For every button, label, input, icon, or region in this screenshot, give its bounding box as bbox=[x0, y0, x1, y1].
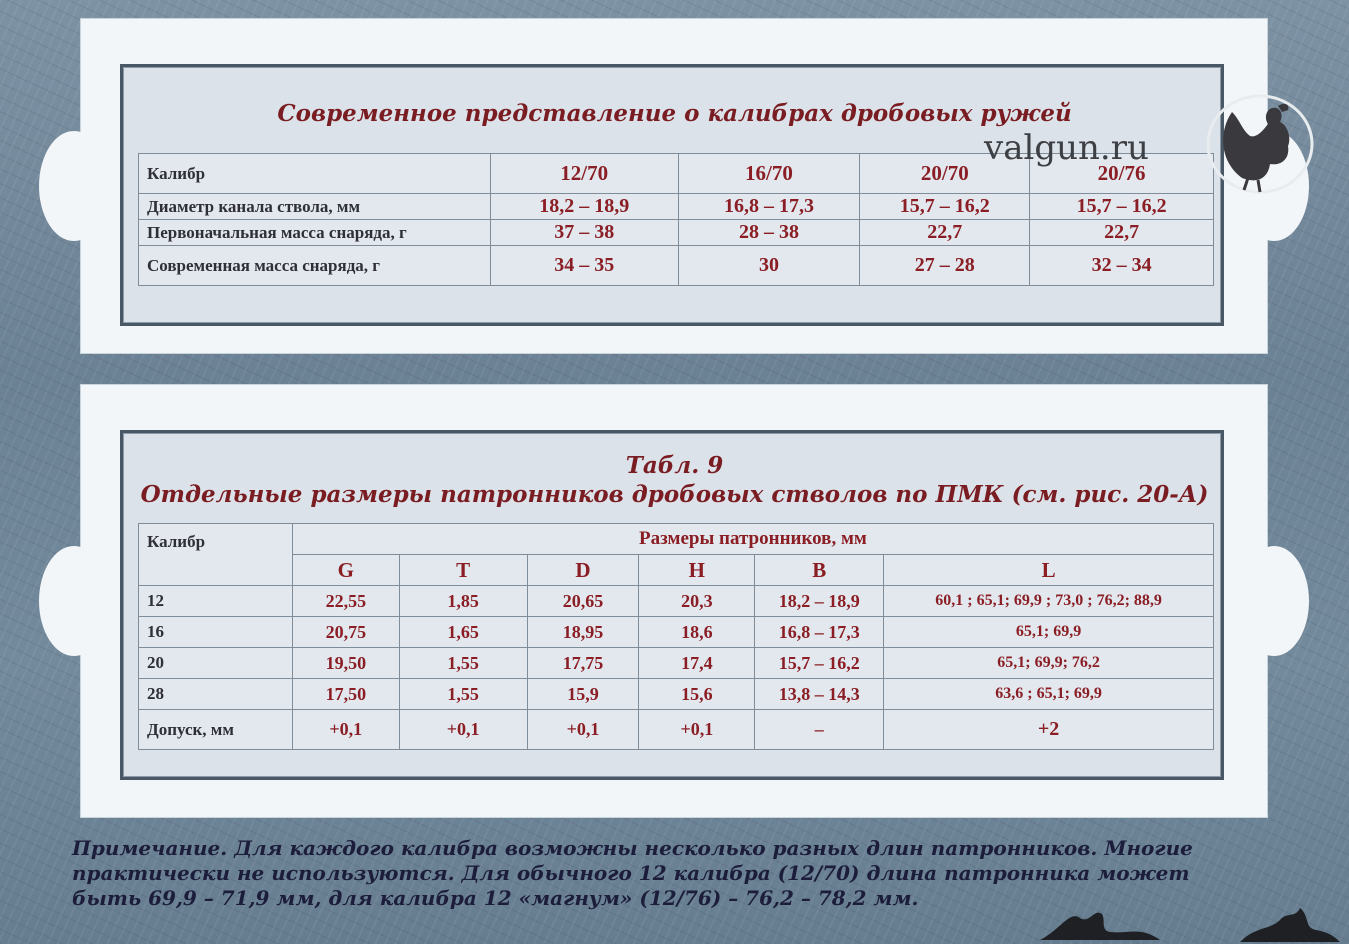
table-cell: 1,85 bbox=[399, 586, 527, 617]
bird-silhouette-icon bbox=[1040, 900, 1160, 944]
table-cell: 20,75 bbox=[292, 617, 399, 648]
table-row bbox=[139, 710, 1214, 750]
row-label: Диаметр канала ствола, мм bbox=[139, 194, 491, 220]
row-label: Первоначальная масса снаряда, г bbox=[139, 220, 491, 246]
row-label: 12 bbox=[139, 586, 293, 617]
bird-silhouette-icon bbox=[1240, 900, 1340, 944]
table-cell: +2 bbox=[884, 710, 1214, 750]
table-cell: 1,55 bbox=[399, 679, 527, 710]
table-cell: 22,7 bbox=[860, 220, 1030, 246]
header-g: G bbox=[292, 555, 399, 586]
table-cell: 28 – 38 bbox=[678, 220, 860, 246]
table-cell: 34 – 35 bbox=[490, 246, 678, 286]
footnote-line: быть 69,9 – 71,9 мм, для калибра 12 «магнум» (12/76) – 76,2 – 78,2 мм. bbox=[72, 886, 919, 910]
caliber-table-title: Современное представление о калибрах дробовых ружей bbox=[277, 100, 1072, 127]
table-cell: 15,7 – 16,2 bbox=[1030, 194, 1214, 220]
header-l: L bbox=[884, 555, 1214, 586]
chamber-table bbox=[138, 523, 1214, 750]
table-cell: 17,4 bbox=[639, 648, 755, 679]
table-row bbox=[139, 555, 1214, 586]
table-cell: 37 – 38 bbox=[490, 220, 678, 246]
table-cell: +0,1 bbox=[527, 710, 639, 750]
table-cell: 1,65 bbox=[399, 617, 527, 648]
footnote-line: практически не используются. Для обычного 12 калибра (12/70) длина патронника может bbox=[72, 861, 1190, 885]
header-20-70: 20/70 bbox=[860, 154, 1030, 194]
table-cell: 16,8 – 17,3 bbox=[678, 194, 860, 220]
header-caliber: Калибр bbox=[139, 524, 293, 586]
chamber-table-title: Отдельные размеры патронников дробовых стволов по ПМК (см. рис. 20-А) bbox=[140, 481, 1209, 508]
table-row bbox=[139, 617, 1214, 648]
table-cell: 32 – 34 bbox=[1030, 246, 1214, 286]
table-row bbox=[139, 246, 1214, 286]
table-cell: – bbox=[755, 710, 884, 750]
header-16-70: 16/70 bbox=[678, 154, 860, 194]
table-cell: 30 bbox=[678, 246, 860, 286]
footnote-line: Примечание. Для каждого калибра возможны несколько разных длин патронников. Многие bbox=[72, 836, 1193, 860]
table-cell: 65,1; 69,9 bbox=[884, 617, 1214, 648]
watermark-text: valgun.ru bbox=[984, 128, 1149, 168]
table-row bbox=[139, 220, 1214, 246]
row-label: 16 bbox=[139, 617, 293, 648]
table-cell: 65,1; 69,9; 76,2 bbox=[884, 648, 1214, 679]
frame-lobe-right bbox=[1239, 546, 1309, 656]
row-label: Допуск, мм bbox=[139, 710, 293, 750]
table-cell: 18,2 – 18,9 bbox=[755, 586, 884, 617]
table-cell: 63,6 ; 65,1; 69,9 bbox=[884, 679, 1214, 710]
header-12-70: 12/70 bbox=[490, 154, 678, 194]
table-cell: +0,1 bbox=[292, 710, 399, 750]
table-cell: 22,7 bbox=[1030, 220, 1214, 246]
table-cell: 15,9 bbox=[527, 679, 639, 710]
table-cell: 13,8 – 14,3 bbox=[755, 679, 884, 710]
table-row bbox=[139, 524, 1214, 555]
capercaillie-logo-icon bbox=[1198, 92, 1318, 196]
table-cell: 22,55 bbox=[292, 586, 399, 617]
table-cell: 17,75 bbox=[527, 648, 639, 679]
table-cell: 18,2 – 18,9 bbox=[490, 194, 678, 220]
table-cell: 27 – 28 bbox=[860, 246, 1030, 286]
row-label: 28 bbox=[139, 679, 293, 710]
table-row bbox=[139, 194, 1214, 220]
frame-lobe-left bbox=[39, 131, 109, 241]
row-label: Современная масса снаряда, г bbox=[139, 246, 491, 286]
table-cell: 60,1 ; 65,1; 69,9 ; 73,0 ; 76,2; 88,9 bbox=[884, 586, 1214, 617]
table-cell: 20,3 bbox=[639, 586, 755, 617]
table-row bbox=[139, 679, 1214, 710]
table-cell: 20,65 bbox=[527, 586, 639, 617]
table-cell: 18,6 bbox=[639, 617, 755, 648]
header-d: D bbox=[527, 555, 639, 586]
table-row bbox=[139, 586, 1214, 617]
table-cell: 1,55 bbox=[399, 648, 527, 679]
table-cell: 18,95 bbox=[527, 617, 639, 648]
header-caliber: Калибр bbox=[139, 154, 491, 194]
header-chamber-sizes: Размеры патронников, мм bbox=[292, 524, 1213, 555]
table-cell: 19,50 bbox=[292, 648, 399, 679]
frame-lobe-left bbox=[39, 546, 109, 656]
table-cell: 15,7 – 16,2 bbox=[860, 194, 1030, 220]
header-20-76: 20/76 bbox=[1030, 154, 1214, 194]
table-cell: 15,6 bbox=[639, 679, 755, 710]
table-cell: 16,8 – 17,3 bbox=[755, 617, 884, 648]
header-t: T bbox=[399, 555, 527, 586]
table-row bbox=[139, 648, 1214, 679]
header-b: B bbox=[755, 555, 884, 586]
header-h: H bbox=[639, 555, 755, 586]
table-cell: 17,50 bbox=[292, 679, 399, 710]
row-label: 20 bbox=[139, 648, 293, 679]
table-cell: 15,7 – 16,2 bbox=[755, 648, 884, 679]
table-cell: +0,1 bbox=[399, 710, 527, 750]
caliber-table bbox=[138, 153, 1214, 286]
table-cell: +0,1 bbox=[639, 710, 755, 750]
chamber-table-number: Табл. 9 bbox=[625, 452, 724, 479]
